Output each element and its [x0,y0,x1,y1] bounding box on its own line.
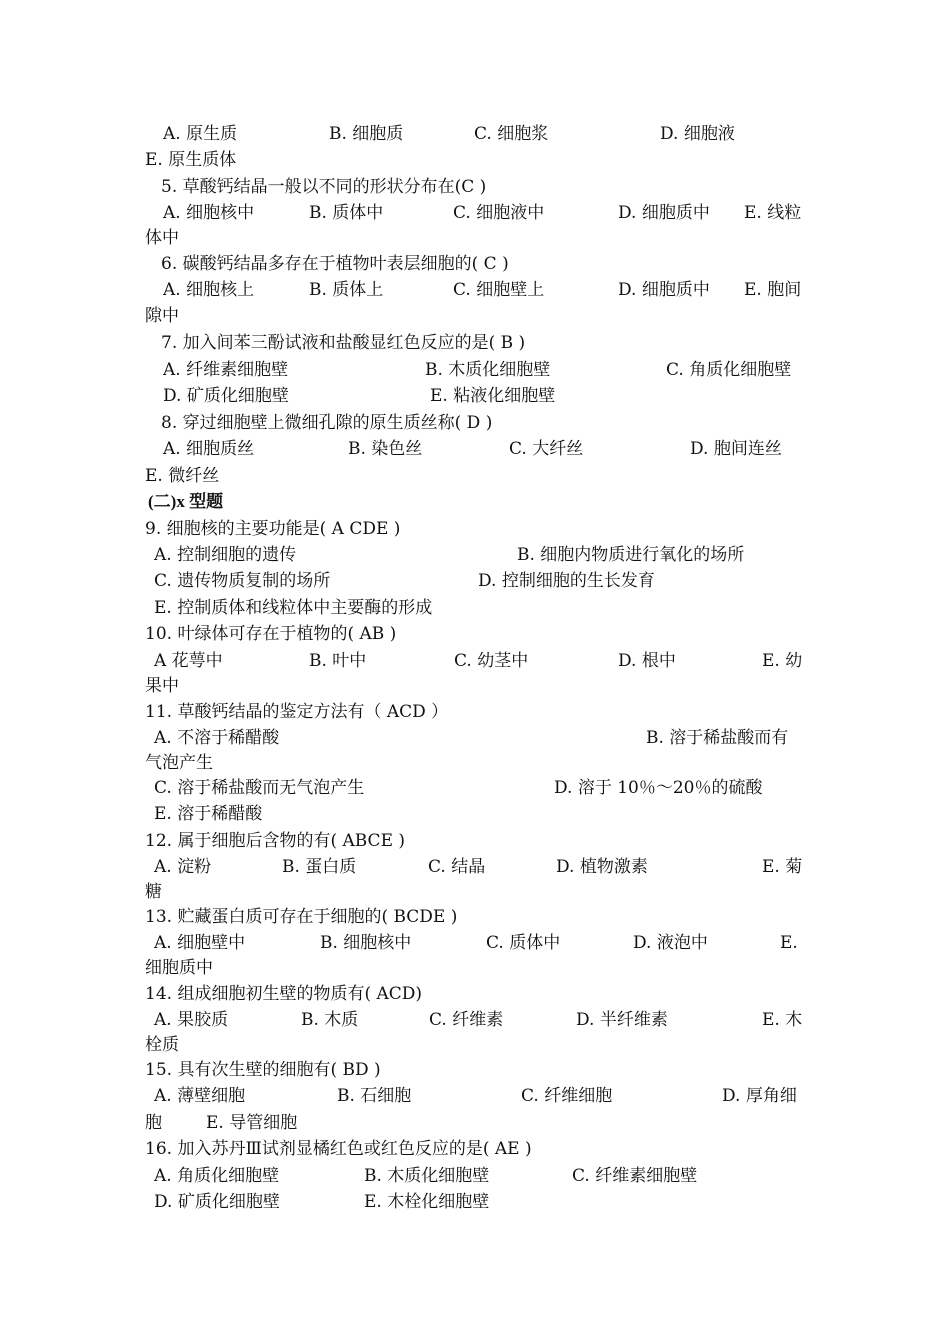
option-line [0,673,950,699]
option-e: E. 溶于稀醋酸 [154,804,263,824]
option-line [0,854,950,880]
option-line [0,1163,950,1189]
question-text: 7. 加入间苯三酚试液和盐酸显红色反应的是( B ) [161,333,526,353]
option-e: E. 胞间 [744,280,802,300]
option-b: B. 木质化细胞壁 [425,360,551,380]
option-a: A. 原生质 [163,124,238,144]
option-d: D. 厚角细 [722,1086,797,1106]
option-line [0,436,950,462]
option-a: A. 控制细胞的遗传 [154,545,297,565]
option-b: B. 溶于稀盐酸而有 [646,728,789,748]
option-b: B. 叶中 [309,651,367,671]
question-text: 9. 细胞核的主要功能是( A CDE ) [145,519,401,539]
option-line [0,1007,950,1033]
option-c: C. 细胞液中 [453,203,545,223]
option-e: E. 木 [762,1010,803,1030]
option-wrap: 胞 [145,1113,162,1133]
question-line [0,828,950,854]
option-c: C. 幼茎中 [454,651,529,671]
option-b: B. 木质 [301,1010,359,1030]
question-text: 16. 加入苏丹Ⅲ试剂显橘红色或红色反应的是( AE ) [145,1139,532,1159]
question-line [0,516,950,542]
option-d: D. 根中 [618,651,676,671]
option-c: C. 纤维细胞 [521,1086,613,1106]
question-text: 12. 属于细胞后含物的有( ABCE ) [145,831,406,851]
option-wrap: 细胞质中 [145,958,213,978]
question-line [0,410,950,436]
option-a: A. 细胞核上 [163,280,255,300]
option-line [0,750,950,776]
question-line [0,330,950,356]
option-a: A. 不溶于稀醋酸 [154,728,280,748]
question-line [0,251,950,277]
option-line [0,1083,950,1109]
option-wrap: 栓质 [145,1035,179,1055]
option-line [0,775,950,801]
option-a: A. 细胞核中 [163,203,255,223]
option-line [0,1032,950,1058]
option-b: B. 细胞内物质进行氧化的场所 [517,545,745,565]
question-line [0,1136,950,1162]
option-d: D. 植物激素 [556,857,648,877]
question-text: 13. 贮藏蛋白质可存在于细胞的( BCDE ) [145,907,458,927]
option-d: D. 溶于 10％～20％的硫酸 [554,778,763,798]
option-b: B. 细胞核中 [320,933,412,953]
option-wrap: 气泡产生 [145,753,213,773]
option-a: A. 细胞质丝 [163,439,255,459]
option-wrap: 果中 [145,676,179,696]
option-e: E. 线粒 [744,203,802,223]
question-line [0,699,950,725]
option-c: C. 纤维素 [429,1010,504,1030]
question-text: 8. 穿过细胞壁上微细孔隙的原生质丝称( D ) [161,413,493,433]
option-d: D. 细胞质中 [618,280,710,300]
option-wrap: 体中 [145,228,179,248]
option-b: B. 质体上 [309,280,384,300]
question-line [0,981,950,1007]
option-c: C. 溶于稀盐酸而无气泡产生 [154,778,365,798]
option-line [0,357,950,383]
option-wrap: 糖 [145,882,162,902]
option-d: D. 胞间连丝 [690,439,782,459]
option-line [0,277,950,303]
option-line [0,955,950,981]
option-line [0,1189,950,1215]
option-c: C. 遗传物质复制的场所 [154,571,331,591]
option-d: D. 细胞质中 [618,203,710,223]
option-e: E. 导管细胞 [206,1113,298,1133]
option-line [0,930,950,956]
option-c: C. 细胞浆 [474,124,549,144]
option-e: E. 控制质体和线粒体中主要酶的形成 [154,598,433,618]
question-text: 11. 草酸钙结晶的鉴定方法有（ ACD ） [145,702,449,722]
option-b: B. 木质化细胞壁 [364,1166,490,1186]
question-line [0,174,950,200]
option-c: C. 细胞壁上 [453,280,545,300]
option-e: E. 原生质体 [145,150,237,170]
option-line [0,725,950,751]
question-text: 5. 草酸钙结晶一般以不同的形状分布在(C ) [161,177,487,197]
option-a: A. 薄壁细胞 [154,1086,246,1106]
option-line [0,648,950,674]
option-a: A 花萼中 [154,651,223,671]
option-a: A. 细胞壁中 [154,933,246,953]
option-line [0,383,950,409]
option-e: E. [780,933,798,953]
option-a: A. 果胶质 [154,1010,229,1030]
option-line [0,801,950,827]
section-title: (二)x 型题 [148,492,224,511]
option-e: E. 幼 [762,651,803,671]
option-e: E. 微纤丝 [145,466,220,486]
option-d: D. 半纤维素 [576,1010,668,1030]
option-line [0,542,950,568]
question-line [0,621,950,647]
option-a: A. 淀粉 [154,857,212,877]
option-b: B. 石细胞 [337,1086,412,1106]
option-e: E. 菊 [762,857,803,877]
section-heading [0,489,950,515]
option-d: D. 矿质化细胞壁 [154,1192,280,1212]
option-b: B. 质体中 [309,203,384,223]
question-text: 6. 碳酸钙结晶多存在于植物叶表层细胞的( C ) [161,254,509,274]
question-line [0,904,950,930]
question-text: 14. 组成细胞初生壁的物质有( ACD) [145,984,423,1004]
option-line [0,568,950,594]
option-d: D. 液泡中 [633,933,708,953]
option-line [0,463,950,489]
option-wrap: 隙中 [145,306,179,326]
option-d: D. 控制细胞的生长发育 [478,571,655,591]
option-d: D. 细胞液 [660,124,735,144]
option-c: C. 纤维素细胞壁 [572,1166,698,1186]
option-line [0,303,950,329]
option-line [0,1110,950,1136]
question-text: 10. 叶绿体可存在于植物的( AB ) [145,624,397,644]
option-line [0,595,950,621]
option-e: E. 粘液化细胞壁 [430,386,556,406]
option-b: B. 染色丝 [348,439,423,459]
option-line [0,200,950,226]
option-d: D. 矿质化细胞壁 [163,386,289,406]
option-line [0,147,950,173]
option-a: A. 纤维素细胞壁 [163,360,289,380]
question-line [0,1057,950,1083]
option-line [0,879,950,905]
option-c: C. 质体中 [486,933,561,953]
option-b: B. 细胞质 [329,124,404,144]
option-line [0,225,950,251]
option-c: C. 结晶 [428,857,486,877]
question-text: 15. 具有次生壁的细胞有( BD ) [145,1060,381,1080]
option-b: B. 蛋白质 [282,857,357,877]
option-c: C. 角质化细胞壁 [666,360,792,380]
option-line [0,121,950,147]
option-e: E. 木栓化细胞壁 [364,1192,490,1212]
option-a: A. 角质化细胞壁 [154,1166,280,1186]
option-c: C. 大纤丝 [509,439,584,459]
